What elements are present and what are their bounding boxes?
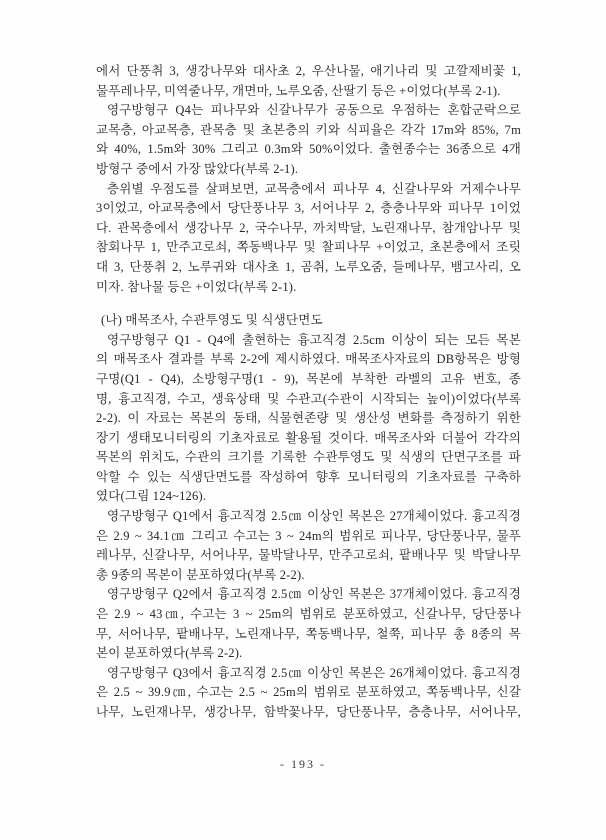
text-line: 였다(그림 124~126). [96, 489, 207, 504]
text-line: 악할 수 있는 식생단면도를 작성하여 향후 모니터링의 기초자료를 구축하 [96, 469, 521, 484]
text-line: 은 2.9 ~ 34.1㎝ 그리고 수고는 3 ~ 24m의 범위로 피나무, 당단풍나무, 물푸 [96, 528, 521, 543]
text-line: 장기 생태모니터링의 기초자료로 활용될 것이다. 매목조사와 더불어 각각의 [96, 430, 521, 445]
text-line: 영구방형구 Q1 - Q4에 출현하는 흉고직경 2.5cm 이상이 되는 모든 목본 [107, 332, 521, 347]
text-line: 참회나무 1, 만주고로쇠, 쪽동백나무 및 찰피나무 +이었고, 초본층에서 조릿 [96, 240, 521, 255]
text-line: 대 3, 단풍취 2, 노루귀와 대사초 1, 곰취, 노루오줌, 들메나무, 뱀고사리, 오 [96, 259, 521, 274]
text-line: 은 2.5 ~ 39.9㎝, 수고는 2.5 ~ 25m의 범위로 분포하였고, 쪽동백나무, 신갈 [96, 685, 521, 700]
text-line: 영구방형구 Q2에서 흉고직경 2.5㎝ 이상인 목본은 37개체이었다. 흉고직경 [107, 587, 521, 602]
text-line: 영구방형구 Q3에서 흉고직경 2.5㎝ 이상인 목본은 26개체이었다. 흉고직경 [107, 665, 521, 680]
text-line: 본이 분포하였다(부록 2-2). [96, 646, 243, 661]
text-line: 총 9종의 목본이 분포하였다(부록 2-2). [96, 567, 305, 582]
body-text-block [96, 62, 521, 723]
text-line: 와 40%, 1.5m와 30% 그리고 0.3m와 50%이었다. 출현종수는 36종으로 4개 [96, 142, 521, 157]
text-line: 물푸레나무, 미역줄나무, 개면마, 노루오줌, 산딸기 등은 +이었다(부록 2-1). [96, 83, 501, 98]
text-line: 에서 단풍취 3, 생강나무와 대사초 2, 우산나물, 애기나리 및 고깔제비꽃 1, [96, 64, 521, 78]
text-line: 영구방형구 Q1에서 흉고직경 2.5㎝ 이상인 목본은 27개체이었다. 흉고직경 [107, 509, 521, 524]
text-line: 무, 서어나무, 팥배나무, 노린재나무, 쪽동백나무, 철쭉, 피나무 총 8종의 목 [96, 626, 521, 641]
text-line: 교목층, 아교목층, 관목층 및 초본층의 키와 식피율은 각각 17m와 85%, 7m [96, 122, 521, 137]
text-line: 영구방형구 Q4는 피나무와 신갈나무가 공동으로 우점하는 혼합군락으로 [107, 103, 521, 118]
text-line: 레나무, 신갈나무, 서어나무, 물박달나무, 만주고로쇠, 팥배나무 및 박달나무 [96, 548, 521, 563]
text-line: 방형구 중에서 가장 많았다(부록 2-1). [96, 161, 299, 176]
text-line: 미자. 참나물 등은 +이었다(부록 2-1). [96, 279, 297, 294]
text-line: 2-2). 이 자료는 목본의 동태, 식물현존량 및 생산성 변화를 측정하기 위한 [96, 411, 521, 426]
text-line: 나무, 노린재나무, 생강나무, 함박꽃나무, 당단풍나무, 층층나무, 서어나무, [96, 705, 521, 719]
text-line: 3이었고, 아교목층에서 당단풍나무 3, 서어나무 2, 층층나무와 피나무 1이었 [96, 201, 521, 216]
text-line: 의 매목조사 결과를 부록 2-2에 제시하였다. 매목조사자료의 DB항목은 방형 [96, 352, 521, 367]
text-line: 다. 관목층에서 생강나무 2, 국수나무, 까치박달, 노린재나무, 참개암나무 및 [96, 220, 521, 235]
text-line: 목본의 위치도, 수관의 크기를 기록한 수관투영도 및 식생의 단면구조를 파 [96, 450, 521, 465]
text-line: 은 2.9 ~ 43㎝, 수고는 3 ~ 25m의 범위로 분포하였고, 신갈나무, 당단풍나 [96, 607, 521, 622]
text-line: 명, 흉고직경, 수고, 생육상태 및 수관고(수관이 시작되는 높이)이었다(부록 [96, 391, 521, 406]
text-line: 구명(Q1 - Q4), 소방형구명(1 - 9), 목본에 부착한 라벨의 고유 번호, 종 [96, 371, 521, 386]
section-heading: (나) 매목조사, 수관투영도 및 식생단면도 [101, 313, 323, 328]
text-line: 층위별 우점도를 살펴보면, 교목층에서 피나무 4, 신갈나무와 거제수나무 [107, 181, 521, 196]
page-number: - 193 - [280, 757, 326, 771]
